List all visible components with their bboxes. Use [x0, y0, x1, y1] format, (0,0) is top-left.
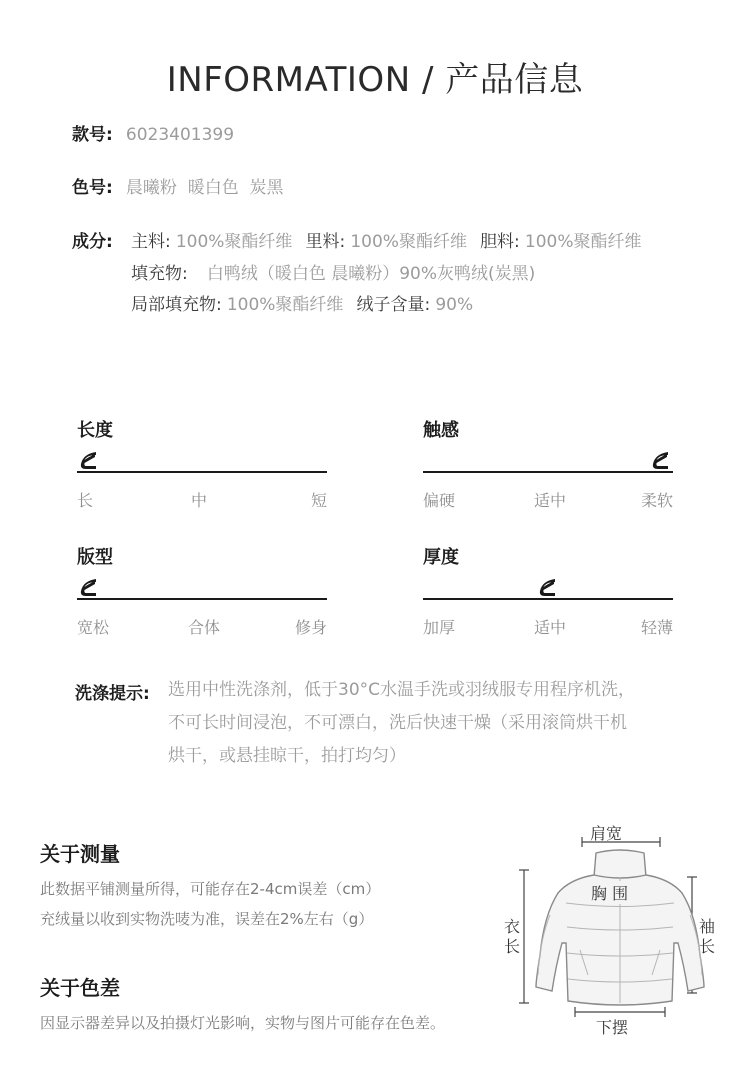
scale-tick-label: 长 — [77, 491, 94, 510]
body-length-label: 衣长 — [503, 917, 520, 956]
scale-tick-label: 合体 — [187, 618, 220, 637]
scale-line — [423, 471, 673, 473]
color-no-label: 色号: — [72, 178, 113, 198]
scale-tick-label: 加厚 — [423, 618, 456, 637]
style-no-value: 6023401399 — [125, 125, 235, 145]
scale-tick-label: 轻薄 — [640, 618, 673, 637]
scale-title: 版型 — [77, 547, 113, 568]
scale-tick-label: 修身 — [294, 618, 327, 637]
main-material-value: 100%聚酯纤维 — [175, 232, 293, 252]
color-diff-text: 因显示器差异以及拍摄灯光影响，实物与图片可能存在色差。 — [40, 1014, 446, 1032]
main-material-label: 主料: — [131, 232, 171, 252]
scale-1 — [423, 416, 673, 516]
style-no-label: 款号: — [72, 125, 113, 145]
scale-tick-label: 短 — [310, 491, 327, 510]
scale-line — [77, 598, 327, 600]
feather-e-icon — [649, 448, 673, 472]
filling-label: 填充物: — [131, 264, 188, 284]
scale-line — [77, 471, 327, 473]
color-no-row — [72, 173, 284, 198]
wash-line: 不可长时间浸泡，不可漂白，洗后快速干燥（采用滚筒烘干机 — [168, 713, 627, 733]
down-content-value: 90% — [435, 295, 474, 315]
filling-value: 白鸭绒（暖白色 晨曦粉）90%灰鸭绒(炭黑) — [206, 264, 536, 284]
scale-tick-label: 适中 — [533, 618, 566, 637]
hem-label: 下摆 — [596, 1018, 629, 1037]
feather-e-icon — [536, 575, 560, 599]
scale-tick-label: 适中 — [533, 491, 566, 510]
feather-e-icon — [77, 448, 101, 472]
composition-line-1 — [131, 227, 642, 252]
scale-3 — [423, 543, 673, 643]
scale-2 — [77, 543, 327, 643]
measure-line: 充绒量以收到实物洗唛为准，误差在2%左右（g） — [40, 910, 374, 928]
sleeve-length-label: 袖长 — [698, 917, 715, 956]
composition-row — [72, 227, 113, 252]
jacket-measurement-diagram — [500, 815, 740, 1040]
down-content-label: 绒子含量: — [356, 295, 431, 315]
composition-label: 成分: — [72, 232, 113, 252]
scale-tick-label: 宽松 — [77, 618, 110, 637]
page-title: INFORMATION / 产品信息 — [166, 60, 584, 100]
lining-label: 里料: — [305, 232, 346, 252]
bladder-value: 100%聚酯纤维 — [524, 232, 642, 252]
style-no-row — [72, 120, 234, 145]
scale-0 — [77, 416, 327, 516]
lining-value: 100%聚酯纤维 — [350, 232, 467, 252]
bladder-label: 胆料: — [480, 232, 520, 252]
scale-title: 触感 — [423, 420, 459, 441]
color-no-value: 晨曦粉 暖白色 炭黑 — [125, 178, 284, 198]
color-diff-title: 关于色差 — [40, 976, 120, 1000]
measure-title: 关于测量 — [40, 842, 120, 866]
scale-tick-label: 柔软 — [640, 491, 673, 510]
scale-tick-label: 偏硬 — [423, 491, 456, 510]
wash-text — [168, 674, 708, 773]
partial-filling-label: 局部填充物: — [131, 295, 222, 315]
wash-line: 烘干，或悬挂晾干，拍打均匀） — [168, 746, 406, 766]
chest-label: 胸 围 — [589, 881, 630, 904]
wash-line: 选用中性洗涤剂，低于30°C水温手洗或羽绒服专用程序机洗， — [168, 680, 636, 700]
measure-line: 此数据平铺测量所得，可能存在2-4cm误差（cm） — [40, 880, 381, 898]
wash-label-row — [75, 679, 150, 704]
scale-title: 长度 — [77, 420, 113, 441]
composition-line-3 — [131, 290, 473, 315]
partial-filling-value: 100%聚酯纤维 — [226, 295, 344, 315]
scale-title: 厚度 — [423, 547, 459, 568]
scale-tick-label: 中 — [190, 491, 207, 510]
wash-label: 洗涤提示: — [75, 684, 150, 704]
composition-line-2 — [131, 259, 535, 284]
feather-e-icon — [77, 575, 101, 599]
shoulder-width-label: 肩宽 — [590, 824, 623, 843]
